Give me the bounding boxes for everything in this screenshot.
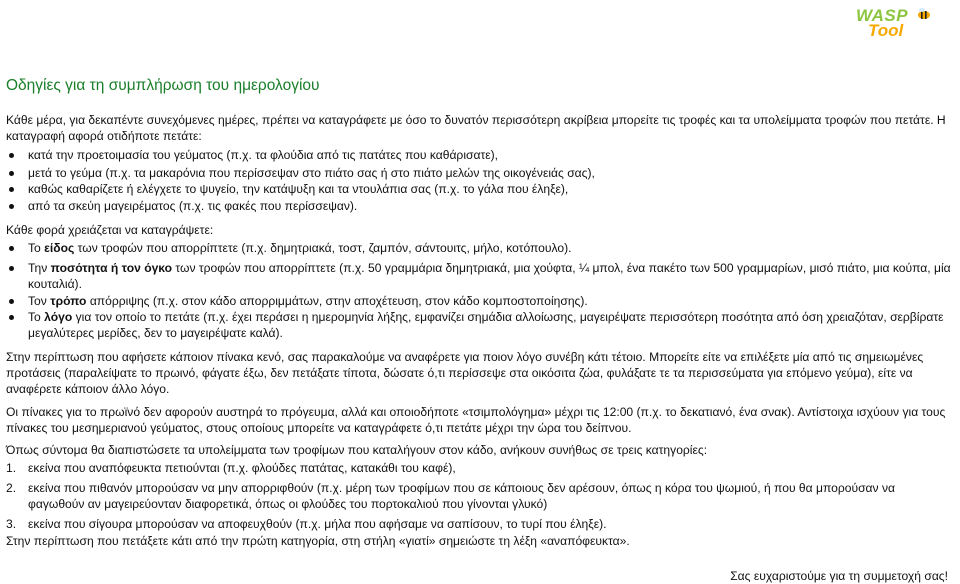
logo-word-tool: Tool [868,21,904,40]
page-title: Οδηγίες για τη συμπλήρωση του ημερολογίου [6,77,320,94]
bullet-icon [9,299,14,304]
bee-icon [916,7,932,21]
list-item: Το λόγο για τον οποίο το πετάτε (π.χ. έχει περάσει η ημερομηνία λήξης, εμφανίζει σημάδια αλλοίωσης, μαγειρέψατε περισσότερη ποσότητα από όση χρειαζόταν, σερβίρατε μεγαλύτερες μερίδες, δεν το μαγειρέψατε καλά). [6,309,952,341]
categories-heading: Όπως σύντομα θα διαπιστώσετε τα υπολείμματα των τροφίμων που καταλήγουν στον κάδο, ανήκουν συνήθως σε τρεις κατηγορίες: [6,443,708,457]
list-item: 1. εκείνα που αναπόφευκτα πετιούνται (π.χ. φλούδες πατάτας, κατακάθι του καφέ), [6,461,456,475]
list-item: Το είδος των τροφών που απορρίπτετε (π.χ. δημητριακά, τοστ, ζαμπόν, σάντουιτς, μήλο, κοτόπουλο). [6,240,952,256]
bullet-icon [9,153,14,158]
list-item: Την ποσότητα ή τον όγκο των τροφών που απορρίπτετε (π.χ. 50 γραμμάρια δημητριακά, μια χούφτα, ¼ μπολ, ένα πακέτο των 500 γραμμαρίων, μισό πιάτο, μια κούπα, μία κουταλιά). [6,260,952,292]
list-item: μετά το γεύμα (π.χ. τα μακαρόνια που περίσσεψαν στο πιάτο σας ή στο πιάτο μελών της οικογένειάς σας), [6,165,952,181]
logo-word-wasp: WASP [856,6,909,25]
bullet-icon [9,266,14,271]
list-item: από τα σκεύη μαγειρέματος (π.χ. τις φακές που περίσσεψαν). [6,198,952,214]
list-item: 2. εκείνα που πιθανόν μπορούσαν να μην απορριφθούν (π.χ. μέρη των τροφίμων που σε κάποιους δεν αρέσουν, όπως η κόρα του ψωμιού, ή που θα μπορούσαν να φαγωθούν αν μαγειρεύονταν διαφορετικά, όπως οι φλούδες του πορτοκαλιού που γίνονται γλυκό) [6,481,895,511]
list-item: καθώς καθαρίζετε ή ελέγχετε το ψυγείο, την κατάψυξη και τα ντουλάπια σας (π.χ. το γάλα που έληξε), [6,181,952,197]
bullet-icon [9,315,14,320]
meal-tables-paragraph: Οι πίνακες για το πρωϊνό δεν αφορούν αυστηρά το πρόγευμα, αλλά και οποιοδήποτε «τσιμπολόγημα» μέχρι τις 12:00 (π.χ. το δεκατιανό, ένα σνακ). Αντίστοιχα ισχύουν για τους πίνακες του μεσημεριανού γεύματος, στους οποίους μπορείτε να καταγράφετε ό,τι πετάτε μέχρι την ώρα του δείπνου. [6,405,946,435]
intro-paragraph: Κάθε μέρα, για δεκαπέντε συνεχόμενες ημέρες, πρέπει να καταγράφετε με όσο το δυνατόν περισσότερη ακρίβεια μπορείτε τις τροφές και τα υπολείμματα τροφών που πετάτε. Η καταγραφή αφορά οτιδήποτε πετάτε: [6,113,946,143]
list-item: Τον τρόπο απόρριψης (π.χ. στον κάδο απορριμμάτων, στην αποχέτευση, στον κάδο κομποστοποίησης). [6,293,952,309]
thanks-message: Σας ευχαριστούμε για τη συμμετοχή σας! [730,569,948,583]
record-heading: Κάθε φορά χρειάζεται να καταγράψετε: [6,223,214,237]
bullet-icon [9,204,14,209]
bullet-icon [9,246,14,251]
list-item: 3. εκείνα που σίγουρα μπορούσαν να αποφευχθούν (π.χ. μήλα που αφήσαμε να σαπίσουν, το τυρί που έληξε). [6,517,607,531]
bullet-icon [9,171,14,176]
wasp-tool-logo [856,6,946,40]
empty-table-paragraph: Στην περίπτωση που αφήσετε κάποιον πίνακα κενό, σας παρακαλούμε να αναφέρετε για ποιον λόγο συνέβη κάτι τέτοιο. Μπορείτε είτε να επιλέξετε μία από τις σημειωμένες προτάσεις (παραλείψατε το πρωινό, φάγατε έξω, δεν πετάξατε τίποτα, δώσατε ό,τι περίσσεψε στα οικόσιτα ζώα, φυλάξατε τε τα περισσεύματα για επόμενο γεύμα), είτε να αναφέρετε κάποιον άλλο λόγο. [6,350,924,396]
bullet-icon [9,187,14,192]
first-category-note: Στην περίπτωση που πετάξετε κάτι από την πρώτη κατηγορία, στη στήλη «γιατί» σημειώστε τη λέξη «αναπόφευκτα». [6,534,630,548]
list-item: κατά την προετοιμασία του γεύματος (π.χ. τα φλούδια από τις πατάτες που καθάρισατε), [6,147,952,163]
